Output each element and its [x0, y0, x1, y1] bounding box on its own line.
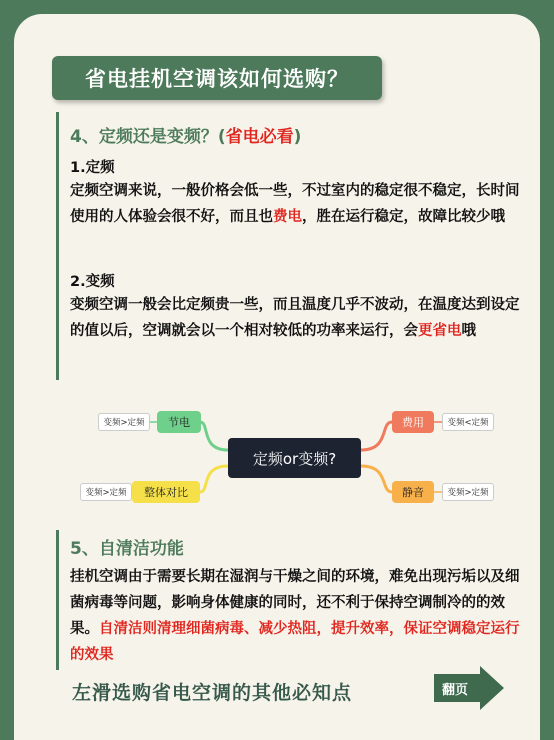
leaf-overall-comparison: 变频>定频 [80, 483, 132, 501]
node-energy-saving: 节电 [157, 411, 201, 433]
paragraph-fixed-frequency: 定频空调来说，一般价格会低一些，不过室内的稳定很不稳定，长时间使用的人体验会很不好，而且也费电，胜在运行稳定，故障比较少哦 [70, 183, 520, 225]
mind-map [70, 400, 520, 520]
next-page-label: 翻页 [442, 683, 469, 698]
node-overall-comparison: 整体对比 [132, 481, 200, 503]
node-cost: 费用 [392, 411, 434, 433]
leaf-energy-saving: 变频>定频 [98, 413, 150, 431]
leaf-quiet: 变频>定频 [442, 483, 494, 501]
leaf-cost: 变频<定频 [442, 413, 494, 431]
footer-hint: 左滑选购省电空调的其他必知点 [72, 682, 353, 704]
subheading-fixed-frequency: 1.定频 [70, 160, 115, 176]
section-divider-line [56, 112, 59, 380]
paragraph-variable-frequency: 变频空调一般会比定频贵一些，而且温度几乎不波动，在温度达到设定的值以后，空调就会以一个相对较低的功率来运行，会更省电哦 [70, 297, 520, 339]
section-divider-line-2 [56, 530, 59, 670]
mind-map-center: 定频or变频? [228, 438, 361, 478]
section-4-title: 4、定频还是变频？(省电必看) [70, 127, 302, 147]
paragraph-self-cleaning: 挂机空调由于需要长期在湿润与干燥之间的环境，难免出现污垢以及细菌病毒等问题，影响身体健康的同时，还不利于保持空调制冷的的效果。自清洁则清理细菌病毒、减少热阻，提升效率，保证空调稳定运行的效果 [70, 569, 520, 663]
node-quiet: 静音 [392, 481, 434, 503]
next-page-button[interactable] [434, 666, 504, 710]
section-5-title: 5、自清洁功能 [70, 539, 184, 559]
subheading-variable-frequency: 2.变频 [70, 274, 115, 290]
page-title: 省电挂机空调该如何选购？ [52, 56, 382, 100]
